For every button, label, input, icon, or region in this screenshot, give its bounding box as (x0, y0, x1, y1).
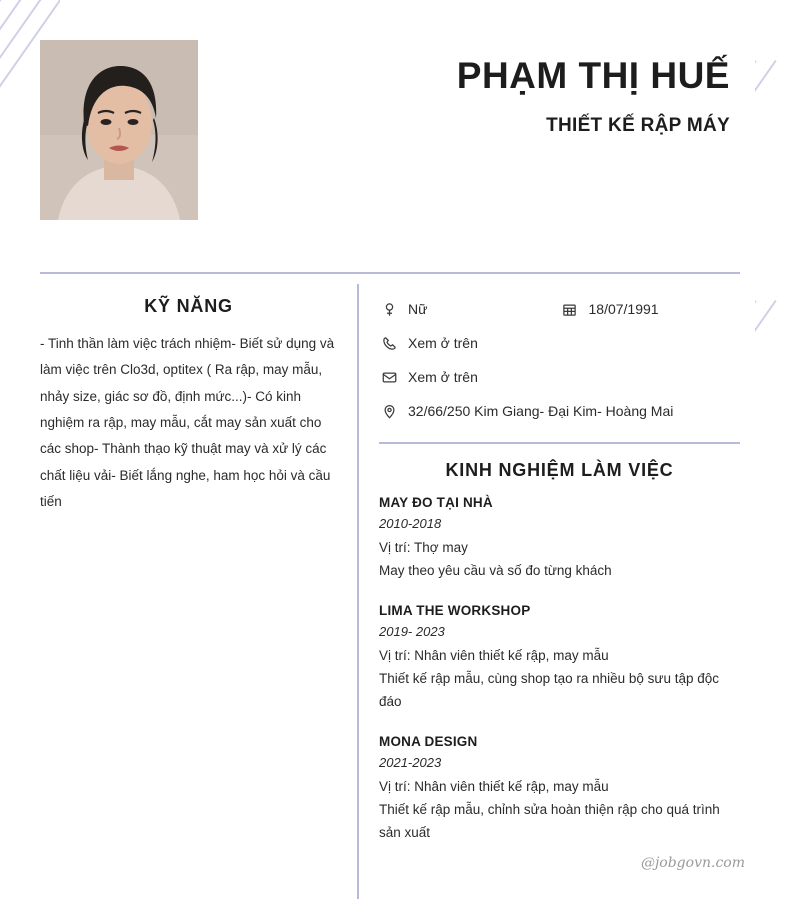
experience-company: MONA DESIGN (379, 733, 478, 749)
page-title: PHẠM THỊ HUẾ (456, 55, 730, 96)
watermark: @jobgovn.com (640, 855, 745, 871)
contact-email (379, 360, 740, 394)
experience-role: Vị trí: Thợ may (379, 540, 468, 555)
resume-header (40, 0, 740, 230)
name-block (198, 40, 740, 137)
details-column (359, 274, 740, 899)
gender-icon (379, 302, 399, 317)
contact-gender-value: Nữ (408, 301, 428, 317)
experience-item (379, 495, 740, 583)
decorative-stripes-top-right (755, 60, 790, 290)
experience-role: Vị trí: Nhân viên thiết kế rập, may mẫu (379, 778, 609, 794)
experience-section-title: KINH NGHIỆM LÀM VIỆC (445, 460, 674, 480)
skills-section-title: KỸ NĂNG (144, 296, 233, 316)
avatar (40, 40, 198, 220)
contact-gender (379, 292, 560, 326)
location-pin-icon (379, 404, 399, 419)
resume-page (40, 0, 740, 887)
resume-body (40, 274, 740, 899)
calendar-icon (560, 302, 580, 317)
contact-phone (379, 326, 740, 360)
experience-period: 2010-2018 (379, 516, 442, 531)
experience-item (379, 603, 740, 714)
experience-description: Thiết kế rập mẫu, cùng shop tạo ra nhiều bộ sưu tập độc đáo (379, 670, 719, 709)
experience-period: 2021-2023 (379, 754, 442, 770)
contact-birthday (560, 292, 741, 326)
contact-address-value: 32/66/250 Kim Giang- Đại Kim- Hoàng Mai (408, 403, 674, 419)
experience-item (379, 734, 740, 845)
experience-role: Vị trí: Nhân viên thiết kế rập, may mẫu (379, 647, 609, 663)
phone-icon (379, 336, 399, 351)
contact-grid (379, 292, 740, 428)
skills-column (40, 274, 357, 899)
experience-description: May theo yêu cầu và số đo từng khách (379, 562, 612, 578)
contact-address (379, 394, 740, 428)
decorative-stripes-bottom-right (755, 300, 790, 600)
skills-text: - Tinh thần làm việc trách nhiệm- Biết sử dụng và làm việc trên Clo3d, optitex ( Ra rập, may mẫu, nhảy size, giác sơ đồ, định mức...)- Có kinh nghiệm ra rập, may mẫu, cắt may sản xuất cho các shop- Thành thạo kỹ thuật may và xử lý các chất liệu vải- Biết lắng nghe, ham học hỏi và cầu tiến (40, 336, 335, 509)
contact-phone-value: Xem ở trên (408, 335, 478, 351)
experience-company: LIMA THE WORKSHOP (379, 602, 531, 618)
contact-email-value: Xem ở trên (408, 369, 478, 385)
experience-company: MAY ĐO TẠI NHÀ (379, 495, 493, 510)
contact-divider (379, 442, 740, 444)
mail-icon (379, 370, 399, 385)
experience-description: Thiết kế rập mẫu, chỉnh sửa hoàn thiện rập cho quá trình sản xuất (379, 801, 720, 840)
job-title: THIẾT KẾ RẬP MÁY (546, 114, 730, 136)
experience-period: 2019- 2023 (379, 623, 445, 639)
contact-birthday-value: 18/07/1991 (588, 301, 659, 317)
